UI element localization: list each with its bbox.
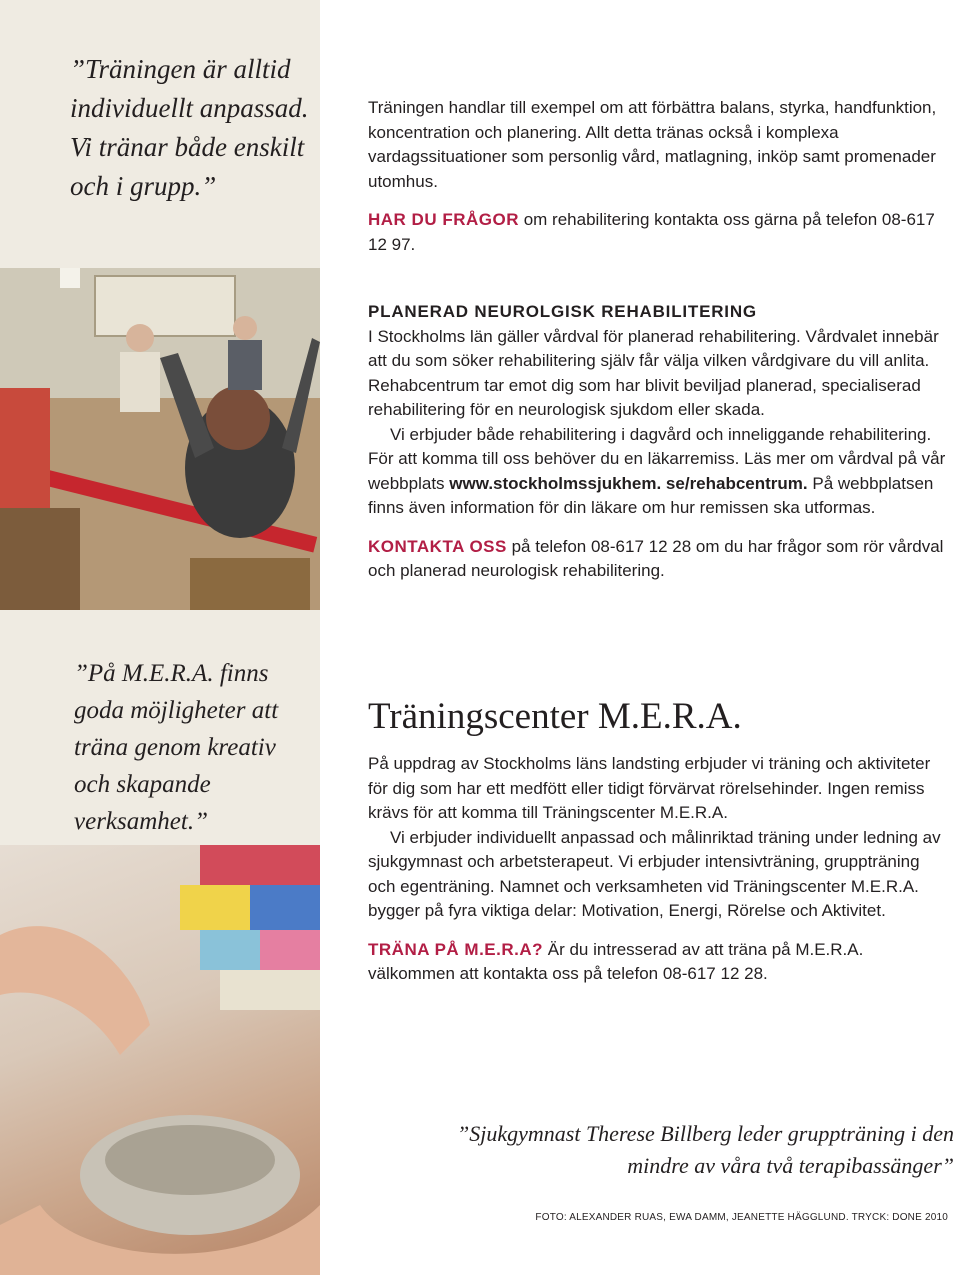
training-section	[368, 96, 950, 257]
group-exercise-photo	[0, 268, 320, 610]
photo-caption-quote: ”Sjukgymnast Therese Billberg leder gruppträning i den mindre av våra två terapibassänger”	[457, 1121, 954, 1178]
mera-title: Träningscenter M.E.R.A.	[368, 696, 742, 737]
train-paragraph	[368, 938, 950, 987]
contact-lead: KONTAKTA OSS	[368, 536, 507, 556]
mera-paragraph-1: På uppdrag av Stockholms läns landsting erbjuder vi träning och aktiviteter för dig som har ett medfött eller tidigt förvärvat rörelsehinder. Ingen remiss krävs för att komma till Träningscenter M.E.R.A.	[368, 754, 931, 822]
planned-rehab-heading: PLANERAD NEUROLGISK REHABILITERING	[368, 302, 757, 321]
training-paragraph: Träningen handlar till exempel om att förbättra balans, styrka, handfunktion, koncentration och planering. Allt detta tränas också i komplexa vardagssituationer som personlig vård, matlagning, inköp samt promenader utomhus.	[368, 98, 937, 191]
mera-paragraph-2: Vi erbjuder individuellt anpassad och målinriktad träning under ledning av sjukgymnast och arbetsterapeut. Vi erbjuder intensivträning, gruppträning och egenträning. Namnet och verksamheten vid Träningscenter M.E.R.A. bygger på fyra viktiga delar: Motivation, Energi, Rörelse och Aktivitet.	[368, 827, 941, 920]
planned-rehab-paragraph-1: I Stockholms län gäller vårdval för planerad rehabilitering. Vårdvalet innebär att du som söker rehabilitering själv får välja vilken vårdgivare du vill anlita. Rehabcentrum tar emot dig som har blivit beviljad planerad, specialiserad rehabilitering för en neurologisk sjukdom eller skada.	[368, 326, 939, 419]
pull-quote-creative: ”På M.E.R.A. finns goda möjligheter att träna genom kreativ och skapande verksamhet.”	[74, 660, 279, 835]
planned-rehab-paragraph-2-end: På webbplatsen finns även information för din läkare om hur remissen ska utformas.	[368, 473, 934, 517]
photo-credit: FOTO: ALEXANDER RUAS, EWA DAMM, JEANETTE HÄGGLUND. TRYCK: DONE 2010	[535, 1212, 948, 1223]
group-exercise-illustration	[0, 268, 320, 610]
questions-text: om rehabilitering kontakta oss gärna på telefon 08-617 12 97.	[368, 210, 935, 254]
planned-rehab-paragraph-2-start: Vi erbjuder både rehabilitering i dagvård och inneliggande rehabilitering. För att komma till oss behöver du en läkarremiss. Läs mer om vårdval på vår webbplats	[368, 424, 946, 493]
questions-lead: HAR DU FRÅGOR	[368, 210, 519, 229]
contact-text: på telefon 08-617 12 28 om du har frågor som rör vårdval och planerad neurologisk rehabilitering.	[368, 536, 944, 580]
planned-rehab-paragraph-2	[368, 423, 950, 521]
questions-paragraph	[368, 208, 950, 257]
clay-bowl-illustration	[0, 845, 320, 1275]
pull-quote-individual: ”Träningen är alltid individuellt anpassad. Vi tränar både enskilt och i grupp.”	[70, 54, 309, 201]
clay-bowl-photo	[0, 845, 320, 1275]
train-lead: TRÄNA PÅ M.E.R.A?	[368, 939, 544, 959]
website-link[interactable]: www.stockholmssjukhem. se/rehabcentrum.	[449, 473, 808, 493]
planned-rehab-section	[368, 300, 950, 584]
train-text: Är du intresserad av att träna på M.E.R.A. välkommen att kontakta oss på telefon 08-617 12 28.	[368, 939, 864, 983]
contact-paragraph	[368, 535, 950, 584]
mera-section	[368, 752, 950, 987]
